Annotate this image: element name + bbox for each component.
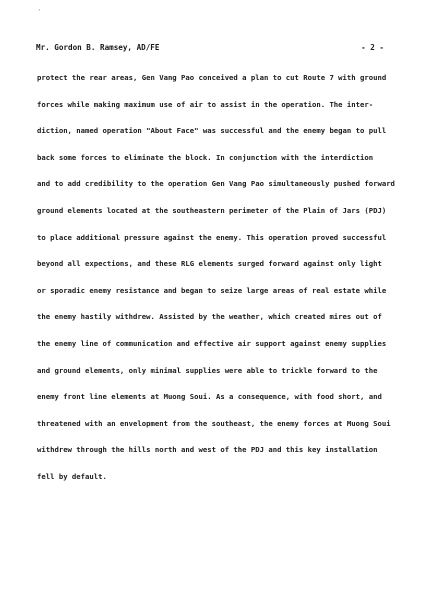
body-line: withdrew through the hills north and west of the PDJ and this key installation (37, 445, 378, 455)
body-line: beyond all expections, and these RLG elements surged forward against only light (37, 259, 382, 269)
body-line: ground elements located at the southeastern perimeter of the Plain of Jars (PDJ) (37, 205, 387, 215)
addressee-line: Mr. Gordon B. Ramsey, AD/FE (36, 43, 160, 52)
body-line: the enemy hastily withdrew. Assisted by the weather, which created mires out of (37, 312, 382, 322)
stray-mark: ´ (37, 9, 42, 17)
page-number: - 2 - (361, 43, 384, 52)
memo-body (37, 72, 397, 498)
body-line: back some forces to eliminate the block. In conjunction with the interdiction (37, 152, 374, 162)
body-line: diction, named operation "About Face" was successful and the enemy began to pull (37, 126, 387, 136)
body-line: enemy front line elements at Muong Soui. As a consequence, with food short, and (37, 392, 382, 402)
page-header (36, 43, 384, 55)
body-line: the enemy line of communication and effective air support against enemy supplies (37, 338, 387, 348)
body-line: protect the rear areas, Gen Vang Pao conceived a plan to cut Route 7 with ground (37, 73, 387, 82)
body-line: fell by default. (37, 471, 107, 481)
body-line: to place additional pressure against the enemy. This operation proved successful (37, 232, 387, 242)
body-line: threatened with an envelopment from the southeast, the enemy forces at Muong Soui (37, 418, 391, 428)
body-line: or sporadic enemy resistance and began to seize large areas of real estate while (37, 285, 387, 295)
body-line: forces while making maximum use of air to assist in the operation. The inter- (37, 99, 374, 109)
body-line: and to add credibility to the operation Gen Vang Pao simultaneously pushed forward (37, 179, 395, 189)
body-line: and ground elements, only minimal supplies were able to trickle forward to the (37, 365, 378, 375)
